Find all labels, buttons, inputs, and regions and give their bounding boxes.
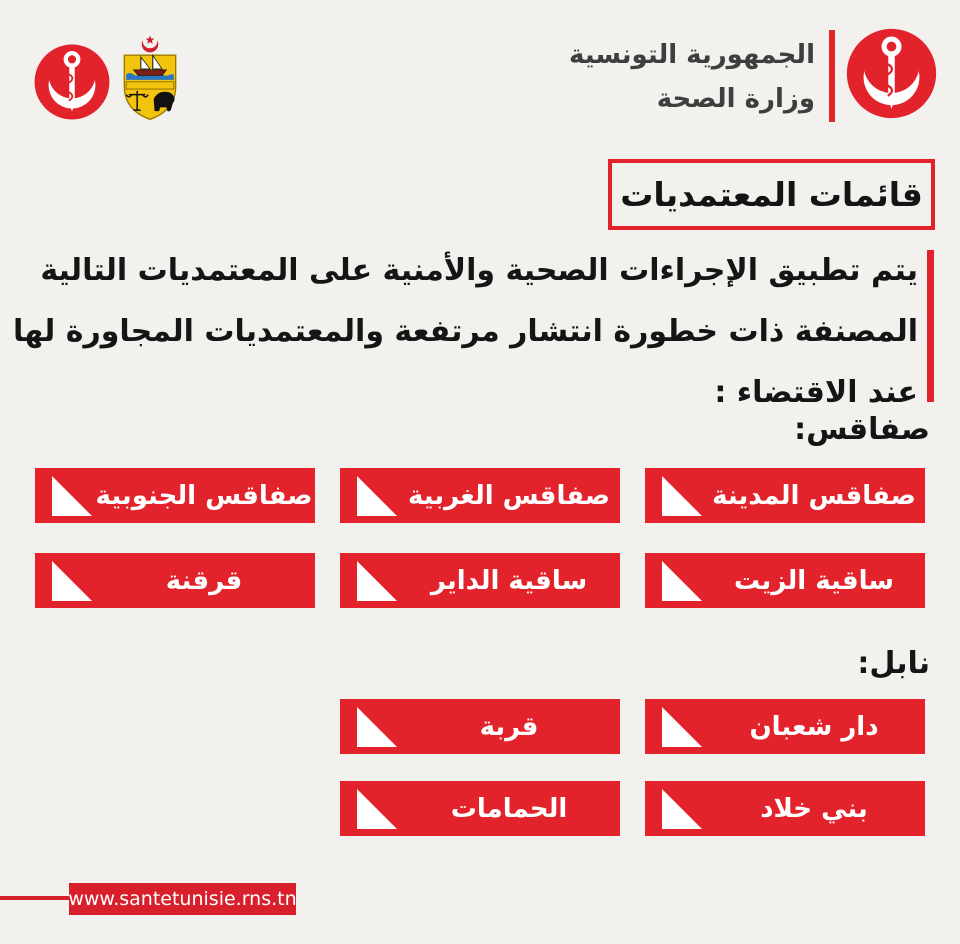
delegation-banner (340, 699, 620, 754)
delegation-name: بني خلاد (760, 793, 868, 824)
accent-bar (927, 250, 934, 402)
intro-line-2: المصنفة ذات خطورة انتشار مرتفعة والمعتمديات المجاورة لها (12, 314, 918, 349)
delegation-name: صفاقس الغربية (407, 480, 611, 511)
ministry-of-health-logo-icon (33, 43, 111, 121)
intro-line-1: يتم تطبيق الإجراءات الصحية والأمنية على المعتمديات التالية (40, 253, 918, 288)
vertical-divider (829, 30, 835, 122)
delegation-banner (645, 699, 925, 754)
banner-row (35, 781, 925, 836)
delegation-banner (645, 468, 925, 523)
delegation-name: الحمامات (450, 793, 568, 824)
republic-title: الجمهورية التونسية (568, 40, 815, 70)
intro-paragraph (12, 240, 934, 410)
banner-row (35, 553, 925, 608)
website-url: www.santetunisie.rns.tn (68, 888, 297, 910)
delegation-banner (645, 553, 925, 608)
website-badge (69, 883, 296, 915)
banner-row (35, 468, 925, 523)
page-title-box (608, 159, 935, 230)
delegation-name: ساقية الزيت (734, 565, 894, 596)
intro-line-3: عند الاقتضاء : (714, 375, 918, 410)
delegation-banner (340, 553, 620, 608)
corner-triangle-icon (52, 476, 92, 516)
section-label-sfax: صفاقس: (794, 412, 930, 447)
header-government-titles (395, 33, 815, 121)
tunisia-coat-of-arms-icon (117, 33, 183, 125)
corner-triangle-icon (52, 561, 92, 601)
corner-triangle-icon (357, 789, 397, 829)
corner-triangle-icon (662, 789, 702, 829)
page-title: قائمات المعتمديات (620, 175, 923, 214)
corner-triangle-icon (662, 707, 702, 747)
ministry-title: وزارة الصحة (656, 84, 815, 114)
corner-triangle-icon (357, 476, 397, 516)
delegation-name: قرقنة (165, 565, 243, 596)
delegation-banner (35, 553, 315, 608)
corner-triangle-icon (357, 561, 397, 601)
delegation-name: قربة (479, 711, 539, 742)
delegation-banner (340, 781, 620, 836)
corner-triangle-icon (357, 707, 397, 747)
delegation-banner (340, 468, 620, 523)
banner-row (35, 699, 925, 754)
delegation-banner (645, 781, 925, 836)
corner-triangle-icon (662, 561, 702, 601)
footer-accent-line (0, 896, 69, 900)
delegation-name: دار شعبان (749, 711, 879, 742)
delegation-banner (35, 468, 315, 523)
delegation-name: صفاقس المدينة (712, 480, 916, 511)
delegation-name: ساقية الداير (430, 565, 588, 596)
ministry-of-health-logo-icon (845, 27, 938, 120)
section-label-nabeul: نابل: (857, 646, 930, 681)
corner-triangle-icon (662, 476, 702, 516)
delegation-name: صفاقس الجنوبية (95, 480, 313, 511)
